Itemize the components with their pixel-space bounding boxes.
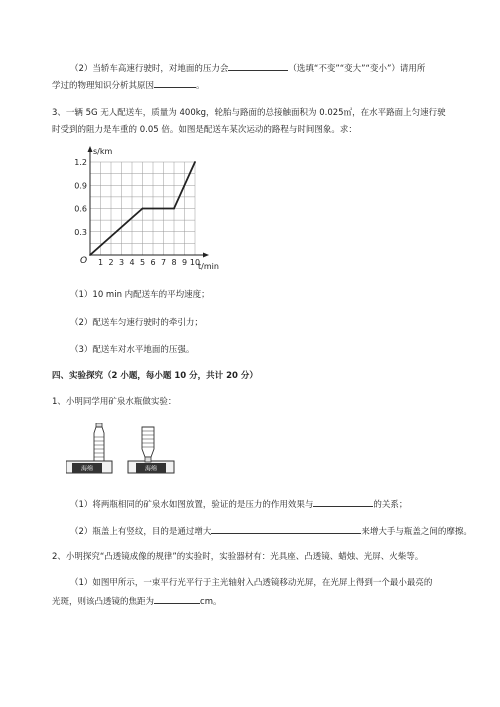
q2-part2-text-c: 学过的物理知识分析其原因 bbox=[52, 81, 155, 91]
y-tick-label: 0.6 bbox=[74, 204, 87, 214]
x-tick-label: 1 bbox=[97, 258, 104, 267]
y-axis-arrow bbox=[88, 146, 93, 152]
y-axis-label: s/km bbox=[93, 147, 113, 156]
x-tick-label: 2 bbox=[108, 258, 114, 267]
sponge-left-label: 海绵 bbox=[80, 465, 94, 473]
exp1-answer-blank-1[interactable] bbox=[313, 497, 373, 507]
y-tick-label: 1.2 bbox=[74, 158, 87, 167]
bottles-on-sponge-illustration bbox=[66, 423, 186, 477]
exp1-sub1-text-a: （1）将两瓶相同的矿泉水如图放置，验证的是压力的作用效果与 bbox=[70, 500, 314, 510]
section4-heading: 四、实验探究（2 小题，每小题 10 分，共计 20 分） bbox=[52, 371, 258, 381]
q2-part2-line2 bbox=[52, 78, 205, 92]
exp2-sub1-line2 bbox=[52, 594, 221, 608]
exp1-answer-blank-2[interactable] bbox=[211, 524, 361, 534]
q2-part2-text-a: （2）当轿车高速行驶时，对地面的压力会 bbox=[70, 64, 229, 74]
bottle-inverted bbox=[142, 427, 154, 462]
exp1-sub2-text-b: 来增大手与瓶盖之间的摩擦。 bbox=[361, 527, 472, 537]
q2-answer-blank-1[interactable] bbox=[228, 61, 288, 71]
q3-sub2: （2）配送车匀速行驶时的牵引力； bbox=[70, 318, 203, 328]
x-tick-label: 4 bbox=[129, 258, 135, 267]
exp1-sub1 bbox=[70, 497, 407, 511]
data-point bbox=[194, 161, 196, 163]
exp2-answer-blank-1[interactable] bbox=[154, 594, 200, 604]
distance-time-graph bbox=[70, 143, 230, 273]
bottle-upright bbox=[94, 423, 104, 461]
x-tick-label: 3 bbox=[118, 258, 125, 267]
exp1-sub2 bbox=[70, 524, 472, 538]
q2-part2-text-b: （选填“不变”“变大”“变小”）请用所 bbox=[288, 64, 426, 74]
sponge-right-label: 海绵 bbox=[144, 465, 158, 473]
exp1-sub2-text-a: （2）瓶盖上有竖纹，目的是通过增大 bbox=[70, 527, 212, 537]
q3-stem-line2: 时受到的阻力是车重的 0.05 倍。如图是配送车某次运动的路程与时间图象。求： bbox=[52, 125, 357, 135]
data-point bbox=[89, 254, 91, 256]
y-tick-label: 0.9 bbox=[74, 181, 87, 191]
x-tick-label: 10 bbox=[189, 258, 201, 267]
exp1-sub1-text-b: 的关系； bbox=[373, 500, 408, 510]
y-tick-label: 0.3 bbox=[74, 227, 87, 237]
x-tick-label: 9 bbox=[181, 258, 188, 267]
x-axis-label: t/min bbox=[198, 262, 219, 271]
exp2-stem: 2、小明探究“凸透镜成像的规律”的实验时，实验器材有：光具座、凸透镜、蜡烛、光屏、火柴等。 bbox=[52, 552, 424, 562]
exp1-stem: 1、小明同学用矿泉水瓶做实验： bbox=[52, 397, 177, 407]
x-tick-label: 5 bbox=[139, 258, 146, 267]
x-tick-label: 7 bbox=[160, 258, 167, 267]
q3-sub1: （1）10 min 内配送车的平均速度； bbox=[70, 290, 210, 300]
exp2-sub1-text-b: 光斑，则该凸透镜的焦距为 bbox=[52, 597, 155, 607]
q3-stem-line1: 3、一辆 5G 无人配送车，质量为 400kg，轮胎与路面的总接触面积为 0.025㎡，在水平路面上匀速行驶 bbox=[52, 108, 446, 118]
exp2-sub1-unit: cm。 bbox=[200, 597, 222, 607]
x-tick-label: 8 bbox=[171, 258, 177, 267]
q2-part2-end: 。 bbox=[196, 81, 205, 91]
q2-part2-line1 bbox=[70, 61, 425, 75]
x-axis-arrow bbox=[203, 253, 209, 258]
q3-sub3: （3）配送车对水平地面的压强。 bbox=[70, 345, 195, 355]
origin-label: O bbox=[80, 256, 88, 266]
data-point bbox=[142, 208, 144, 210]
q2-answer-blank-2[interactable] bbox=[154, 78, 196, 88]
x-tick-label: 6 bbox=[150, 258, 156, 267]
data-point bbox=[173, 208, 175, 210]
exp2-sub1-line1: （1）如图甲所示，一束平行光平行于主光轴射入凸透镜移动光屏，在光屏上得到一个最小最亮的 bbox=[70, 578, 433, 588]
